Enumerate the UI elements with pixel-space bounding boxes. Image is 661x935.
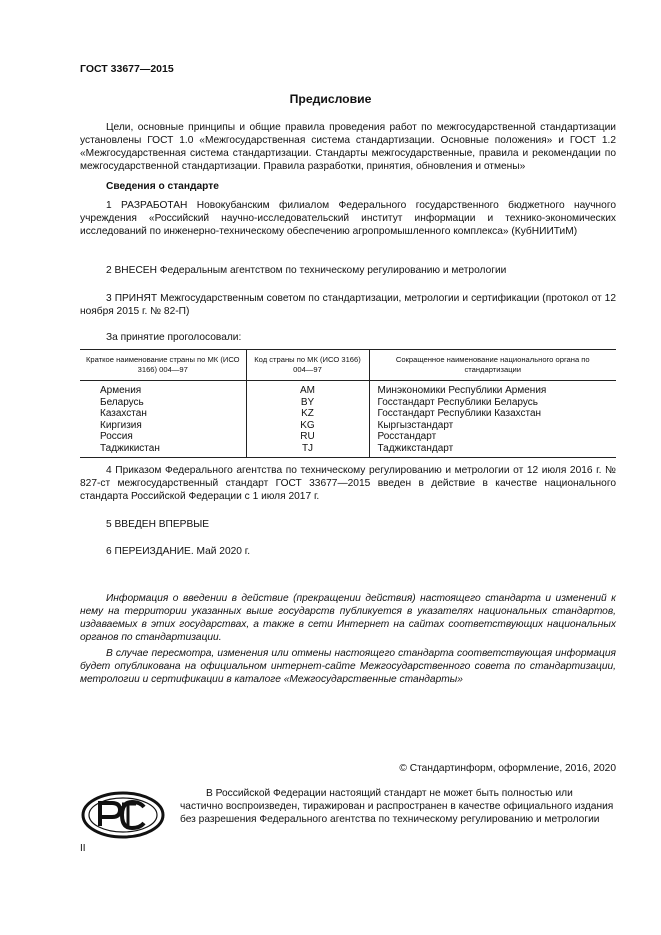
standards-body: Кыргызстандарт	[369, 420, 616, 432]
country-code: KZ	[246, 408, 369, 420]
country-code: RU	[246, 431, 369, 443]
copyright-line: © Стандартинформ, оформление, 2016, 2020	[399, 763, 616, 774]
item-developed: 1 РАЗРАБОТАН Новокубанским филиалом Федерального государственного бюджетного научного учреждения «Российский научно-исследовательский институт информации и технико-экономических исследований по инженерно-техническому обеспечению агропромышленного комплекса» (КубНИИТиМ)	[80, 200, 616, 237]
table-row	[80, 431, 616, 443]
item-reissue: 6 ПЕРЕИЗДАНИЕ. Май 2020 г.	[106, 546, 251, 557]
page-number: II	[80, 843, 86, 854]
column-header-code: Код страны по МК (ИСО 3166) 004—97	[246, 350, 369, 381]
standards-body: Госстандарт Республики Беларусь	[369, 397, 616, 409]
table-row	[80, 397, 616, 409]
section-heading: Сведения о стандарте	[106, 181, 219, 192]
country-code: BY	[246, 397, 369, 409]
document-code: ГОСТ 33677—2015	[80, 63, 174, 75]
country-code: AM	[246, 381, 369, 397]
item-adopted: 3 ПРИНЯТ Межгосударственным советом по стандартизации, метрологии и сертификации (протокол от 12 ноября 2015 г. № 82-П)	[80, 293, 616, 317]
standards-body: Росстандарт	[369, 431, 616, 443]
standards-body: Минэкономики Республики Армения	[369, 381, 616, 397]
country-name: Армения	[100, 385, 142, 396]
country-name: Киргизия	[100, 419, 142, 431]
country-code: KG	[246, 420, 369, 432]
vote-intro: За принятие проголосовали:	[106, 332, 242, 343]
info-paragraph-2: В случае пересмотра, изменения или отмены настоящего стандарта соответствующая информация будет опубликована на официальном интернет-сайте Межгосударственного совета по стандартизации, метрологии и сертификации в каталоге «Межгосударственные стандарты»	[80, 648, 616, 685]
voting-table	[80, 349, 616, 458]
column-header-country: Краткое наименование страны по МК (ИСО 3166) 004—97	[80, 350, 246, 381]
page-title: Предисловие	[289, 92, 372, 106]
table-row	[80, 408, 616, 420]
item-introduced: 2 ВНЕСЕН Федеральным агентством по техническому регулированию и метрологии	[106, 265, 507, 276]
table-row	[80, 420, 616, 432]
table-header-row	[80, 350, 616, 381]
item-enacted: 4 Приказом Федерального агентства по техническому регулированию и метрологии от 12 июля 2016 г. № 827-ст межгосударственный стандарт ГОСТ 33677—2015 введен в действие в качестве национального стандарта Российской Федерации с 1 июля 2017 г.	[80, 465, 616, 502]
rst-certification-mark-icon	[80, 790, 166, 840]
country-name: Беларусь	[100, 396, 144, 408]
country-name: Таджикистан	[80, 443, 246, 458]
info-paragraph-1: Информация о введении в действие (прекращении действия) настоящего стандарта и изменений к нему на территории указанных выше государств публикуется в указателях национальных стандартов, издаваемых в этих государствах, а также в сети Интернет на сайтах соответствующих национальных органов по стандартизации.	[80, 593, 616, 643]
country-code: TJ	[246, 443, 369, 458]
intro-paragraph: Цели, основные принципы и общие правила проведения работ по межгосударственной стандартизации установлены ГОСТ 1.0 «Межгосударственная система стандартизации. Основные положения» и ГОСТ 1.2 «Межгосударственная система стандартизации. Стандарты межгосударственные, правила и рекомендации по межгосударственной стандартизации. Правила разработки, принятия, обновления и отмены»	[80, 122, 616, 172]
column-header-body: Сокращенное наименование национального органа по стандартизации	[369, 350, 616, 381]
country-name: Казахстан	[100, 408, 147, 419]
table-row	[80, 381, 616, 397]
standards-body: Таджикстандарт	[369, 443, 616, 458]
reproduction-notice: В Российской Федерации настоящий стандарт не может быть полностью или частично воспроизведен, тиражирован и распространен в качестве официального издания без разрешения Федерального агентства по техническому регулированию и метрологии	[180, 788, 614, 825]
country-name: Россия	[100, 431, 133, 442]
table-row	[80, 443, 616, 458]
item-first-introduced: 5 ВВЕДЕН ВПЕРВЫЕ	[106, 519, 210, 530]
standards-body: Госстандарт Республики Казахстан	[369, 408, 616, 420]
